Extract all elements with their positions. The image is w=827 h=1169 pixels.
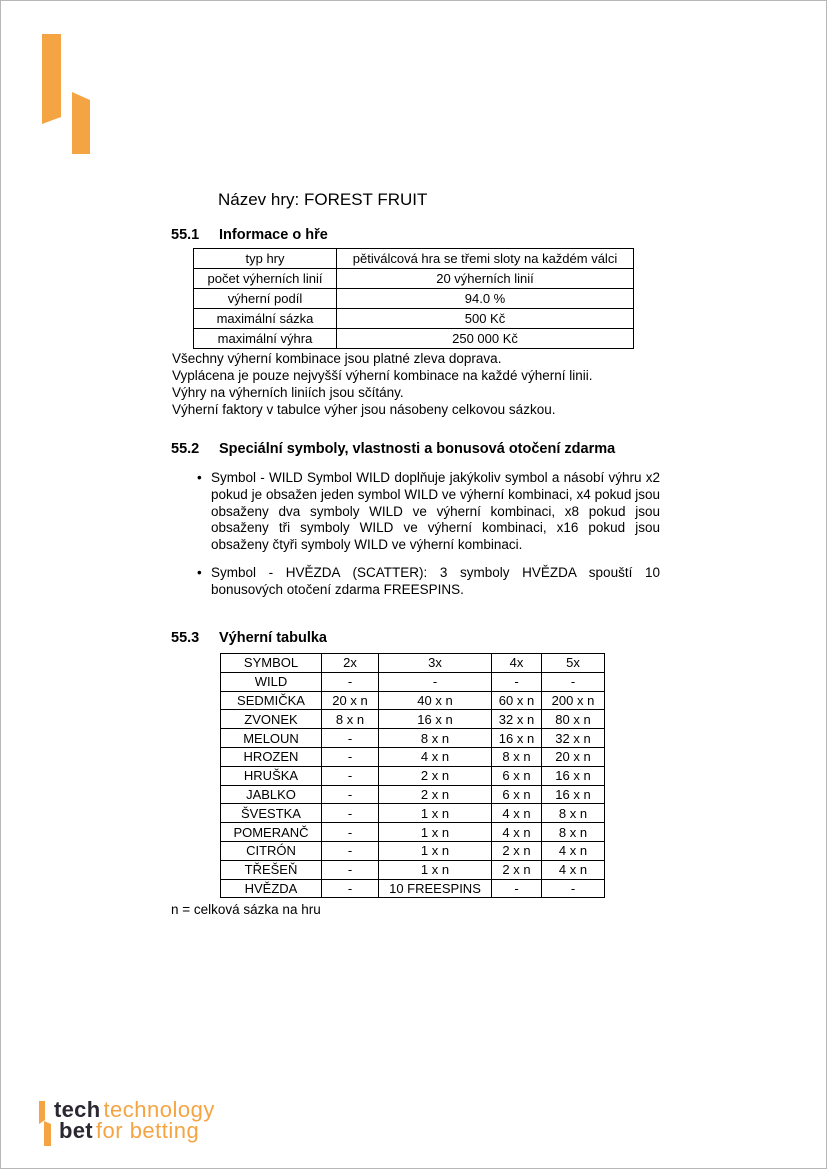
paytable-value-cell: 60 x n: [492, 691, 542, 710]
paytable-value-cell: 16 x n: [379, 710, 492, 729]
paytable-value-cell: 2 x n: [492, 841, 542, 860]
info-label-cell: maximální výhra: [194, 329, 337, 349]
paytable-value-cell: 4 x n: [379, 747, 492, 766]
bullet-marker-icon: •: [197, 564, 202, 580]
paytable-body: [221, 672, 605, 898]
paytable-row: [221, 785, 605, 804]
paytable-value-cell: -: [322, 729, 379, 748]
info-value-cell: pětiválcová hra se třemi sloty na každém válci: [337, 249, 634, 269]
info-table-body: [194, 249, 634, 349]
paytable-symbol-cell: HROZEN: [221, 747, 322, 766]
techbet-logo-mark-icon: [42, 34, 90, 154]
paytable-value-cell: 80 x n: [542, 710, 605, 729]
paytable-value-cell: -: [322, 672, 379, 691]
info-label-cell: maximální sázka: [194, 309, 337, 329]
paytable-value-cell: 20 x n: [542, 747, 605, 766]
paytable-value-cell: 2 x n: [492, 860, 542, 879]
paytable-value-cell: 1 x n: [379, 804, 492, 823]
rule-line: Výherní faktory v tabulce výher jsou násobeny celkovou sázkou.: [172, 402, 556, 417]
paytable-value-cell: -: [322, 747, 379, 766]
paytable-value-cell: 2 x n: [379, 785, 492, 804]
paytable-value-cell: 6 x n: [492, 785, 542, 804]
paytable-value-cell: -: [322, 804, 379, 823]
info-label-cell: výherní podíl: [194, 289, 337, 309]
paytable-value-cell: 1 x n: [379, 860, 492, 879]
footer-logo-bet: bet: [59, 1118, 93, 1143]
info-table-row: [194, 289, 634, 309]
info-table-row: [194, 309, 634, 329]
paytable-symbol-cell: TŘEŠEŇ: [221, 860, 322, 879]
paytable-header-cell: 5x: [542, 654, 605, 673]
footer-logo-tech: tech: [54, 1097, 101, 1122]
footer-logo-line2: [54, 1120, 215, 1141]
section-title: Speciální symboly, vlastnosti a bonusová otočení zdarma: [219, 441, 616, 457]
paytable-footnote: n = celková sázka na hru: [171, 902, 321, 917]
info-table-row: [194, 329, 634, 349]
paytable: [220, 653, 605, 898]
paytable-value-cell: 1 x n: [379, 823, 492, 842]
paytable-value-cell: 1 x n: [379, 841, 492, 860]
paytable-value-cell: 8 x n: [542, 804, 605, 823]
rule-line: Vyplácena je pouze nejvyšší výherní kombinace na každé výherní linii.: [172, 368, 593, 383]
paytable-value-cell: 8 x n: [542, 823, 605, 842]
info-value-cell: 20 výherních linií: [337, 269, 634, 289]
paytable-value-cell: 2 x n: [379, 766, 492, 785]
techbet-logo-mark-icon: [39, 1101, 51, 1146]
paytable-symbol-cell: HVĚZDA: [221, 879, 322, 898]
paytable-symbol-cell: ZVONEK: [221, 710, 322, 729]
paytable-row: [221, 879, 605, 898]
paytable-row: [221, 804, 605, 823]
paytable-row: [221, 710, 605, 729]
paytable-value-cell: -: [322, 766, 379, 785]
section-heading-paytable: [171, 630, 327, 647]
paytable-value-cell: 40 x n: [379, 691, 492, 710]
paytable-row: [221, 747, 605, 766]
bullet-text: Symbol - WILD Symbol WILD doplňuje jakýkoliv symbol a násobí výhru x2 pokud je obsažen jeden symbol WILD ve výherní kombinaci, x4 pokud jsou obsaženy dva symboly WILD ve výherní kombinaci, x8 pokud jsou obsaženy tři symboly WILD ve výherní kombinaci, x16 pokud jsou obsaženy čtyři symboly WILD ve výherní kombinaci.: [211, 470, 660, 553]
paytable-value-cell: 4 x n: [542, 860, 605, 879]
section-title: Výherní tabulka: [219, 630, 327, 646]
paytable-value-cell: -: [322, 785, 379, 804]
paytable-value-cell: 16 x n: [492, 729, 542, 748]
info-table-row: [194, 249, 634, 269]
section-title: Informace o hře: [219, 227, 328, 243]
paytable-symbol-cell: POMERANČ: [221, 823, 322, 842]
page-title: Název hry: FOREST FRUIT: [218, 190, 428, 209]
rules-list: [172, 350, 792, 418]
paytable-row: [221, 691, 605, 710]
paytable-header-row: [221, 654, 605, 673]
paytable-value-cell: 6 x n: [492, 766, 542, 785]
paytable-symbol-cell: ŠVESTKA: [221, 804, 322, 823]
rule-line: Výhry na výherních liniích jsou sčítány.: [172, 385, 404, 400]
paytable-row: [221, 841, 605, 860]
bullet-list: [197, 470, 660, 610]
paytable-header-cell: 3x: [379, 654, 492, 673]
paytable-value-cell: 4 x n: [542, 841, 605, 860]
paytable-value-cell: -: [379, 672, 492, 691]
paytable-value-cell: 16 x n: [542, 785, 605, 804]
paytable-value-cell: -: [322, 860, 379, 879]
paytable-row: [221, 766, 605, 785]
paytable-value-cell: 32 x n: [542, 729, 605, 748]
footer-logo-words: [54, 1099, 215, 1141]
section-heading-symbols: [171, 441, 615, 458]
paytable-row: [221, 729, 605, 748]
paytable-value-cell: 10 FREESPINS: [379, 879, 492, 898]
paytable-value-cell: 8 x n: [492, 747, 542, 766]
bullet-item: [197, 565, 660, 599]
footer-logo-forbetting: for betting: [95, 1118, 200, 1143]
paytable-value-cell: -: [322, 879, 379, 898]
paytable-value-cell: 32 x n: [492, 710, 542, 729]
section-number: 55.1: [171, 227, 200, 243]
paytable-value-cell: -: [492, 879, 542, 898]
paytable-symbol-cell: WILD: [221, 672, 322, 691]
bullet-item: [197, 470, 660, 554]
bullet-marker-icon: •: [197, 470, 202, 485]
paytable-header-cell: SYMBOL: [221, 654, 322, 673]
paytable-row: [221, 823, 605, 842]
info-value-cell: 94.0 %: [337, 289, 634, 309]
paytable-symbol-cell: CITRÓN: [221, 841, 322, 860]
footer-logo-line1: [54, 1099, 215, 1120]
paytable-value-cell: 4 x n: [492, 804, 542, 823]
paytable-value-cell: -: [322, 841, 379, 860]
info-table-row: [194, 269, 634, 289]
paytable-value-cell: -: [322, 823, 379, 842]
paytable-value-cell: 200 x n: [542, 691, 605, 710]
paytable-symbol-cell: HRUŠKA: [221, 766, 322, 785]
info-value-cell: 500 Kč: [337, 309, 634, 329]
info-table: [193, 248, 634, 349]
paytable-header-cell: 4x: [492, 654, 542, 673]
rule-line: Všechny výherní kombinace jsou platné zleva doprava.: [172, 351, 502, 366]
paytable-value-cell: 16 x n: [542, 766, 605, 785]
section-number: 55.3: [171, 630, 200, 646]
info-label-cell: typ hry: [194, 249, 337, 269]
paytable-symbol-cell: JABLKO: [221, 785, 322, 804]
paytable-symbol-cell: SEDMIČKA: [221, 691, 322, 710]
info-label-cell: počet výherních linií: [194, 269, 337, 289]
paytable-value-cell: -: [492, 672, 542, 691]
footer-logo: [39, 1099, 215, 1146]
paytable-header-cell: 2x: [322, 654, 379, 673]
section-heading-info: [171, 227, 328, 244]
paytable-value-cell: 8 x n: [322, 710, 379, 729]
footer-logo-technology: technology: [103, 1097, 215, 1122]
paytable-row: [221, 860, 605, 879]
section-number: 55.2: [171, 441, 200, 457]
bullet-text: Symbol - HVĚZDA (SCATTER): 3 symboly HVĚZDA spouští 10 bonusových otočení zdarma FREESPINS.: [211, 564, 660, 597]
paytable-value-cell: 8 x n: [379, 729, 492, 748]
paytable-value-cell: 4 x n: [492, 823, 542, 842]
info-value-cell: 250 000 Kč: [337, 329, 634, 349]
paytable-value-cell: -: [542, 879, 605, 898]
paytable-row: [221, 672, 605, 691]
paytable-value-cell: -: [542, 672, 605, 691]
paytable-value-cell: 20 x n: [322, 691, 379, 710]
paytable-symbol-cell: MELOUN: [221, 729, 322, 748]
